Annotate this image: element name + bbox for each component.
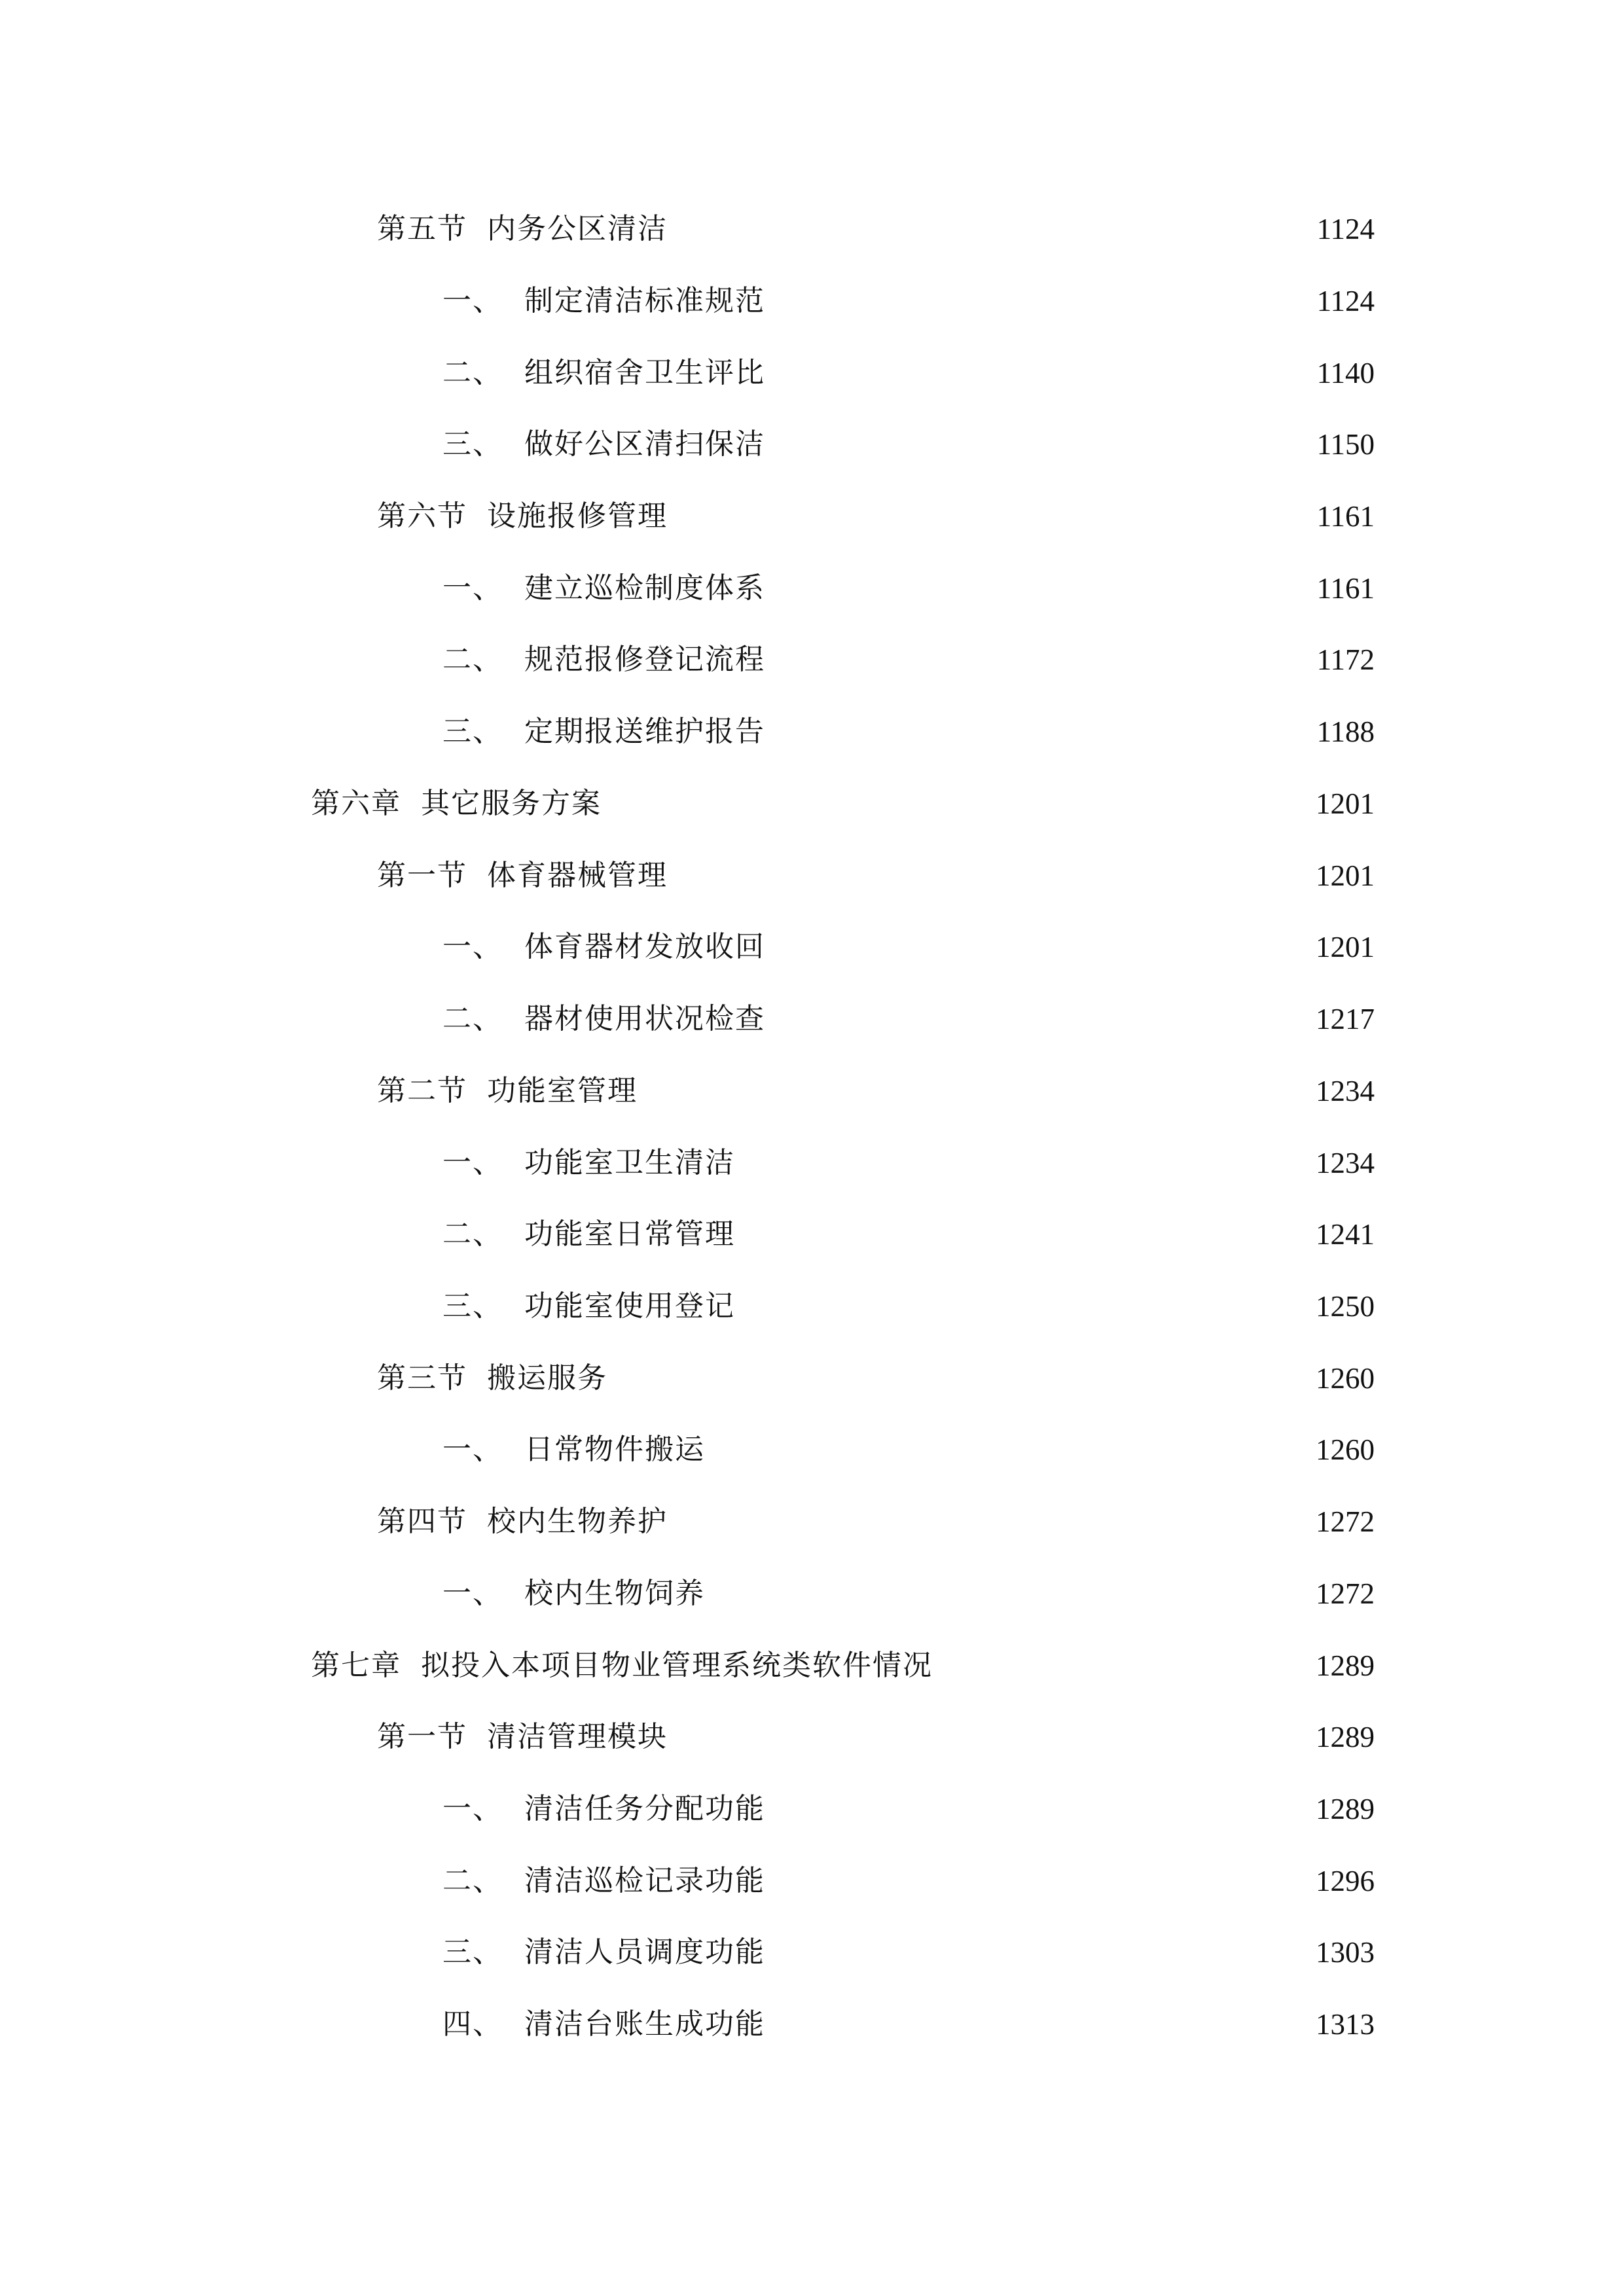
toc-entry-item[interactable] xyxy=(442,1855,1375,1907)
toc-entry-page: 1289 xyxy=(1316,1649,1375,1682)
toc-entry-page: 1313 xyxy=(1316,2008,1375,2041)
toc-entry-number: 第六章 xyxy=(311,787,401,820)
toc-entry-title: 组织宿舍卫生评比 xyxy=(524,356,765,389)
toc-entry-title: 体育器械管理 xyxy=(487,859,668,892)
toc-entry-page: 1234 xyxy=(1316,1075,1375,1107)
dot-leader xyxy=(742,1280,1297,1333)
toc-entry-number: 二、 xyxy=(442,356,503,389)
dot-leader xyxy=(674,1711,1297,1763)
toc-entry-number: 一、 xyxy=(442,1433,503,1466)
toc-entry-page: 1201 xyxy=(1316,931,1375,963)
dot-leader xyxy=(772,418,1297,471)
dot-leader xyxy=(939,1640,1297,1692)
toc-entry-page: 1241 xyxy=(1316,1218,1375,1251)
toc-entry-title: 校内生物饲养 xyxy=(524,1577,705,1610)
toc-entry-page: 1124 xyxy=(1316,213,1375,245)
toc-entry-section[interactable] xyxy=(377,203,1375,255)
toc-entry-page: 1289 xyxy=(1316,1793,1375,1825)
toc-entry-title: 清洁管理模块 xyxy=(487,1720,668,1753)
toc-entry-section[interactable] xyxy=(377,1065,1375,1117)
toc-entry-number: 第一节 xyxy=(377,859,467,892)
toc-entry-title: 功能室日常管理 xyxy=(524,1217,735,1251)
toc-entry-number: 一、 xyxy=(442,1792,503,1825)
toc-entry-title: 清洁巡检记录功能 xyxy=(524,1864,765,1897)
toc-entry-page: 1234 xyxy=(1316,1147,1375,1179)
toc-entry-title: 功能室使用登记 xyxy=(524,1289,735,1323)
dot-leader xyxy=(772,1926,1297,1979)
toc-entry-item[interactable] xyxy=(442,1280,1375,1333)
toc-entry-number: 第七章 xyxy=(311,1649,401,1682)
dot-leader xyxy=(674,1496,1297,1548)
toc-entry-title: 规范报修登记流程 xyxy=(524,643,765,676)
toc-entry-page: 1296 xyxy=(1316,1865,1375,1897)
toc-entry-number: 一、 xyxy=(442,284,503,317)
toc-entry-title: 校内生物养护 xyxy=(487,1505,668,1538)
toc-entry-item[interactable] xyxy=(442,921,1375,973)
toc-entry-number: 三、 xyxy=(442,715,503,748)
toc-entry-title: 功能室卫生清洁 xyxy=(524,1146,735,1179)
toc-entry-number: 二、 xyxy=(442,1217,503,1251)
toc-entry-item[interactable] xyxy=(442,1424,1375,1476)
toc-entry-item[interactable] xyxy=(442,1926,1375,1979)
toc-entry-title: 做好公区清扫保洁 xyxy=(524,427,765,461)
toc-entry-item[interactable] xyxy=(442,993,1375,1045)
dot-leader xyxy=(712,1424,1297,1476)
dot-leader xyxy=(742,1137,1297,1189)
toc-entry-title: 清洁任务分配功能 xyxy=(524,1792,765,1825)
toc-entry-page: 1188 xyxy=(1316,715,1375,748)
toc-entry-item[interactable] xyxy=(442,1998,1375,2051)
dot-leader xyxy=(674,203,1297,255)
dot-leader xyxy=(772,1855,1297,1907)
dot-leader xyxy=(674,850,1297,902)
dot-leader xyxy=(644,1065,1297,1117)
dot-leader xyxy=(674,490,1297,543)
toc-entry-number: 第五节 xyxy=(377,212,467,245)
toc-entry-page: 1150 xyxy=(1316,428,1375,461)
toc-entry-title: 日常物件搬运 xyxy=(524,1433,705,1466)
toc-entry-section[interactable] xyxy=(377,1496,1375,1548)
dot-leader xyxy=(772,1783,1297,1835)
toc-entry-chapter[interactable] xyxy=(311,778,1375,830)
dot-leader xyxy=(772,634,1297,686)
toc-entry-page: 1260 xyxy=(1316,1362,1375,1395)
toc-entry-number: 第四节 xyxy=(377,1505,467,1538)
dot-leader xyxy=(772,347,1297,399)
toc-entry-title: 制定清洁标准规范 xyxy=(524,284,765,317)
dot-leader xyxy=(608,778,1297,830)
toc-entry-number: 三、 xyxy=(442,1935,503,1969)
toc-entry-title: 其它服务方案 xyxy=(421,787,602,820)
toc-entry-item[interactable] xyxy=(442,1137,1375,1189)
dot-leader xyxy=(772,993,1297,1045)
toc-entry-page: 1303 xyxy=(1316,1936,1375,1969)
toc-entry-title: 建立巡检制度体系 xyxy=(524,571,765,605)
toc-entry-page: 1161 xyxy=(1316,500,1375,533)
toc-entry-item[interactable] xyxy=(442,634,1375,686)
toc-entry-page: 1272 xyxy=(1316,1577,1375,1610)
toc-entry-title: 体育器材发放收回 xyxy=(524,930,765,963)
toc-entry-page: 1201 xyxy=(1316,859,1375,892)
toc-entry-section[interactable] xyxy=(377,850,1375,902)
dot-leader xyxy=(742,1208,1297,1261)
toc-entry-number: 一、 xyxy=(442,930,503,963)
toc-entry-title: 清洁台账生成功能 xyxy=(524,2007,765,2041)
dot-leader xyxy=(772,1998,1297,2051)
dot-leader xyxy=(772,275,1297,327)
toc-entry-title: 定期报送维护报告 xyxy=(524,715,765,748)
toc-entry-item[interactable] xyxy=(442,347,1375,399)
toc-entry-page: 1161 xyxy=(1316,572,1375,605)
toc-entry-item[interactable] xyxy=(442,1568,1375,1620)
toc-entry-title: 内务公区清洁 xyxy=(487,212,668,245)
toc-entry-number: 一、 xyxy=(442,1146,503,1179)
toc-entry-section[interactable] xyxy=(377,1711,1375,1763)
toc-entry-number: 二、 xyxy=(442,643,503,676)
toc-entry-section[interactable] xyxy=(377,490,1375,543)
toc-entry-page: 1140 xyxy=(1316,357,1375,389)
toc-entry-number: 第三节 xyxy=(377,1361,467,1395)
toc-entry-title: 器材使用状况检查 xyxy=(524,1002,765,1035)
toc-entry-section[interactable] xyxy=(377,1352,1375,1405)
toc-entry-number: 一、 xyxy=(442,571,503,605)
dot-leader xyxy=(712,1568,1297,1620)
toc-entry-item[interactable] xyxy=(442,418,1375,471)
toc-entry-title: 设施报修管理 xyxy=(487,499,668,533)
toc-entry-number: 二、 xyxy=(442,1864,503,1897)
toc-entry-title: 搬运服务 xyxy=(487,1361,607,1395)
toc-entry-title: 拟投入本项目物业管理系统类软件情况 xyxy=(421,1649,933,1682)
toc-entry-page: 1260 xyxy=(1316,1433,1375,1466)
toc-entry-item[interactable] xyxy=(442,706,1375,758)
toc-entry-number: 三、 xyxy=(442,1289,503,1323)
toc-entry-item[interactable] xyxy=(442,1208,1375,1261)
toc-entry-page: 1172 xyxy=(1316,643,1375,676)
toc-entry-chapter[interactable] xyxy=(311,1640,1375,1692)
toc-entry-page: 1124 xyxy=(1316,285,1375,317)
dot-leader xyxy=(614,1352,1297,1405)
toc-entry-page: 1217 xyxy=(1316,1003,1375,1035)
dot-leader xyxy=(772,706,1297,758)
toc-entry-number: 第一节 xyxy=(377,1720,467,1753)
dot-leader xyxy=(772,921,1297,973)
toc-entry-page: 1201 xyxy=(1316,787,1375,820)
toc-entry-title: 功能室管理 xyxy=(487,1074,638,1107)
toc-entry-item[interactable] xyxy=(442,1783,1375,1835)
toc-entry-number: 第六节 xyxy=(377,499,467,533)
toc-entry-number: 一、 xyxy=(442,1577,503,1610)
toc-entry-page: 1250 xyxy=(1316,1290,1375,1323)
toc-entry-page: 1289 xyxy=(1316,1721,1375,1753)
dot-leader xyxy=(772,562,1297,615)
toc-entry-item[interactable] xyxy=(442,275,1375,327)
toc-entry-number: 四、 xyxy=(442,2007,503,2041)
toc-entry-number: 三、 xyxy=(442,427,503,461)
toc-entry-number: 二、 xyxy=(442,1002,503,1035)
toc-entry-page: 1272 xyxy=(1316,1505,1375,1538)
toc-entry-title: 清洁人员调度功能 xyxy=(524,1935,765,1969)
toc-entry-item[interactable] xyxy=(442,562,1375,615)
toc-entry-number: 第二节 xyxy=(377,1074,467,1107)
